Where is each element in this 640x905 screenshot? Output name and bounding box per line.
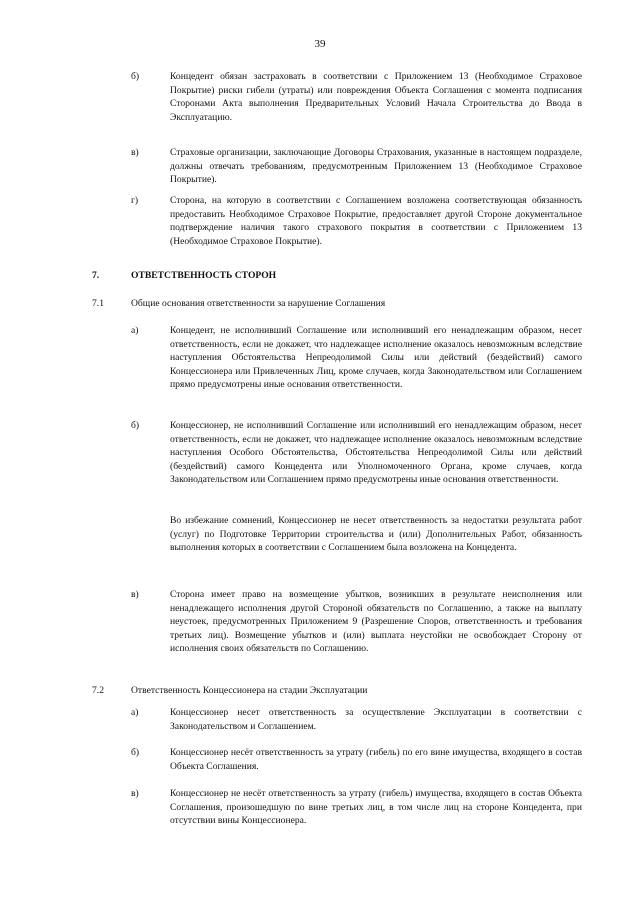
subsection-number: 7.1: [92, 298, 104, 309]
subsection-title: Общие основания ответственности за нарушение Соглашения: [131, 298, 386, 309]
subsection-title: Ответственность Концессионера на стадии Эксплуатации: [131, 685, 368, 696]
item-label: б): [131, 747, 140, 758]
item-label: б): [131, 420, 140, 431]
page-number: 39: [314, 38, 326, 50]
section-number: 7.: [92, 270, 100, 281]
item-text: Страховые организации, заключающие Договоры Страхования, указанные в настоящем подразделе, должны отвечать требованиям, предусмотренным Приложением 13 (Необходимое Страховое Покрытие).: [170, 147, 582, 186]
item-label: а): [131, 325, 139, 336]
item-label: б): [131, 71, 140, 82]
item-text: Сторона, на которую в соответствии с Соглашением возложена соответствующая обязанность предоставить Необходимое Страховое Покрытие, предоставляет другой Стороне документальное подтверждение наличия такого страхового покрытия в соответствии с Приложением 13 (Необходимое Страховое Покрытие).: [170, 195, 582, 247]
item-label: а): [131, 707, 139, 718]
item-label: в): [131, 589, 139, 600]
item-text: Концессионер несет ответственность за осуществление Эксплуатации в соответствии с Законодательством и Соглашением.: [170, 707, 582, 732]
section-title: ОТВЕТСТВЕННОСТЬ СТОРОН: [131, 270, 277, 281]
item-text: Сторона имеет право на возмещение убытков, возникших в результате неисполнения или ненадлежащего исполнения другой Стороной обязательств по Соглашению, а также на выплату неустоек, предусмотренных Приложением 9 (Разрешение Споров, ответственность и требования третьих лиц). Возмещение убытков и (или) выплата неустойки не освобождает Сторону от исполнения своих обязательств по Соглашению.: [170, 589, 582, 655]
item-label: г): [131, 195, 139, 206]
item-text: Концедент обязан застраховать в соответствии с Приложением 13 (Необходимое Страховое Покрытие) риски гибели (утраты) или повреждения Объекта Соглашения с момента подписания Сторонами Акта выполнения Предварительных Условий Начала Строительства до Ввода в Эксплуатацию.: [170, 71, 582, 123]
paragraph-text: Во избежание сомнений, Концессионер не несет ответственность за недостатки результата работ (услуг) по Подготовке Территории строительства и (или) Дополнительных Работ, обязанность выполнения которых в соответствии с Соглашением была возложена на Концедента.: [170, 515, 582, 554]
item-text: Концессионер не несёт ответственность за утрату (гибель) имущества, входящего в состав Объекта Соглашения, произошедшую по вине третьих лиц, в том числе лиц на стороне Концедента, при отсутствии вины Концессионера.: [170, 788, 582, 827]
item-text: Концессионер, не исполнивший Соглашение или исполнивший его ненадлежащим образом, несет ответственность, если не докажет, что надлежащее исполнение оказалось невозможным вследствие наступления Особого Обстоятельства, Обстоятельства Непреодолимой Силы или действий (бездействий) самого Концедента или Уполномоченного Органа, кроме случаев, когда Законодательством или Соглашением прямо предусмотрены иные основания ответственности.: [170, 420, 582, 486]
item-label: в): [131, 788, 139, 799]
item-text: Концедент, не исполнивший Соглашение или исполнивший его ненадлежащим образом, несет ответственность, если не докажет, что надлежащее исполнение оказалось невозможным вследствие наступления Обстоятельства Непреодолимой Силы или действий (бездействий) самого Концессионера или Привлеченных Лиц, кроме случаев, когда Законодательством или Соглашением прямо предусмотрены иные основания ответственности.: [170, 325, 582, 391]
subsection-number: 7.2: [92, 685, 104, 696]
item-label: в): [131, 147, 139, 158]
item-text: Концессионер несёт ответственность за утрату (гибель) по его вине имущества, входящего в состав Объекта Соглашения.: [170, 747, 582, 772]
